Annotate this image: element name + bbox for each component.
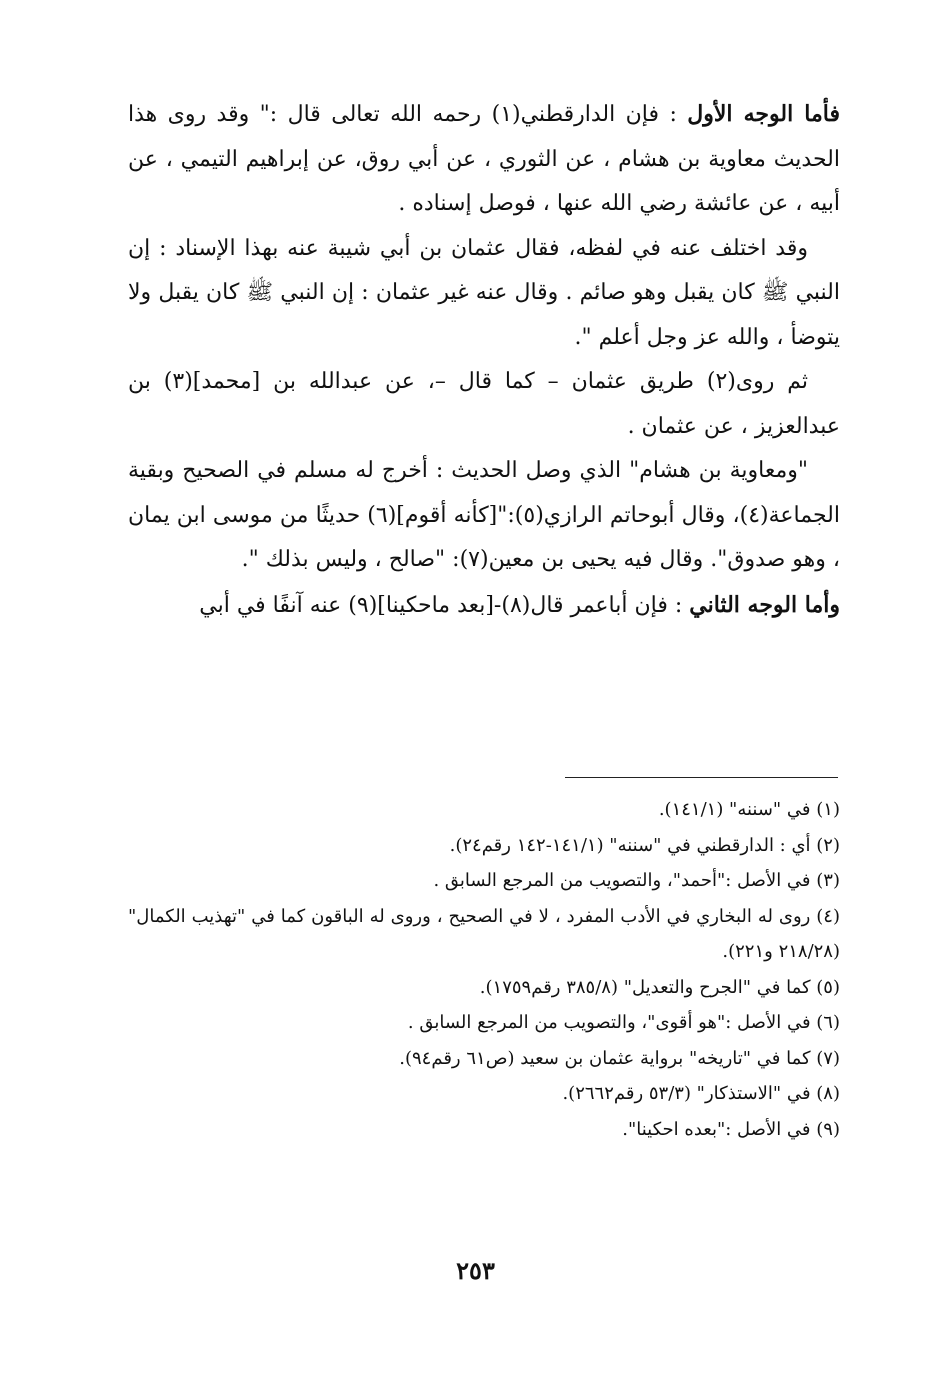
footnote-5: (٥) كما في "الجرح والتعديل" (٣٨٥/٨ رقم١٧٥٩). bbox=[479, 976, 840, 998]
paragraph-3 bbox=[128, 360, 840, 449]
paragraph-4-text: "ومعاوية بن هشام" الذي وصل الحديث : أخرج له مسلم في الصحيح وبقية الجماعة(٤)، وقال أبوحاتم الرازي(٥):"[كأنه أقوم](٦) حديثًا من موسى ابن يمان ، وهو صدوق". وقال فيه يحيى بن معين(٧): "صالح ، وليس بذلك ". bbox=[128, 458, 840, 572]
paragraph-1-text: : فإن الدارقطني(١) رحمه الله تعالى قال :" وقد روى هذا الحديث معاوية بن هشام ، عن الثوري ، عن أبي روق، عن إبراهيم التيمي ، عن أبيه ، عن عائشة رضي الله عنها ، فوصل إسناده . bbox=[128, 102, 840, 216]
paragraph-5-text: : فإن أباعمر قال(٨)-[بعد ماحكينا](٩) عنه آنفًا في أبي bbox=[199, 592, 690, 618]
footnote-8: (٨) في "الاستذكار" (٥٣/٣ رقم٢٦٦٢). bbox=[562, 1083, 840, 1104]
footnote-9: (٩) في الأصل :"بعده احكينا". bbox=[622, 1118, 840, 1140]
footnotes bbox=[128, 792, 840, 1147]
paragraph-3-text: ثم روى(٢) طريق عثمان – كما قال –، عن عبدالله بن [محمد](٣) بن عبدالعزيز ، عن عثمان . bbox=[128, 369, 840, 439]
paragraph-1 bbox=[128, 92, 840, 227]
paragraph-5 bbox=[128, 583, 840, 629]
footnote-divider bbox=[565, 777, 838, 778]
footnote-3: (٣) في الأصل :"أحمد"، والتصويب من المرجع السابق . bbox=[433, 870, 840, 891]
section-heading-second-aspect: وأما الوجه الثاني bbox=[689, 591, 840, 618]
paragraph-2-text: وقد اختلف عنه في لفظه، فقال عثمان بن أبي شيبة عنه بهذا الإسناد : إن النبي ﷺ كان يقبل وهو صائم . وقال عنه غير عثمان : إن النبي ﷺ كان يقبل ولا يتوضأ ، والله عز وجل أعلم ". bbox=[128, 235, 840, 350]
page-number: ٢٥٣ bbox=[456, 1256, 495, 1285]
footnote-7: (٧) كما في "تاريخه" برواية عثمان بن سعيد (ص٦١ رقم٩٤). bbox=[399, 1047, 840, 1069]
footnote-2: (٢) أي : الدارقطني في "سننه" (١٤١/١-١٤٢ رقم٢٤). bbox=[449, 834, 840, 856]
footnote-1: (١) في "سننه" (١٤١/١). bbox=[658, 799, 840, 820]
footnote-6: (٦) في الأصل :"هو أقوى"، والتصويب من المرجع السابق . bbox=[407, 1012, 840, 1033]
main-text bbox=[128, 92, 840, 628]
paragraph-2 bbox=[128, 227, 840, 361]
footnote-4: (٤) روى له البخاري في الأدب المفرد ، لا في الصحيح ، وروى له الباقون كما في "تهذيب الكمال" (٢١٨/٢٨ و٢٢١). bbox=[128, 905, 840, 962]
section-heading-first-aspect: فأما الوجه الأول bbox=[687, 101, 840, 127]
paragraph-4 bbox=[128, 449, 840, 583]
